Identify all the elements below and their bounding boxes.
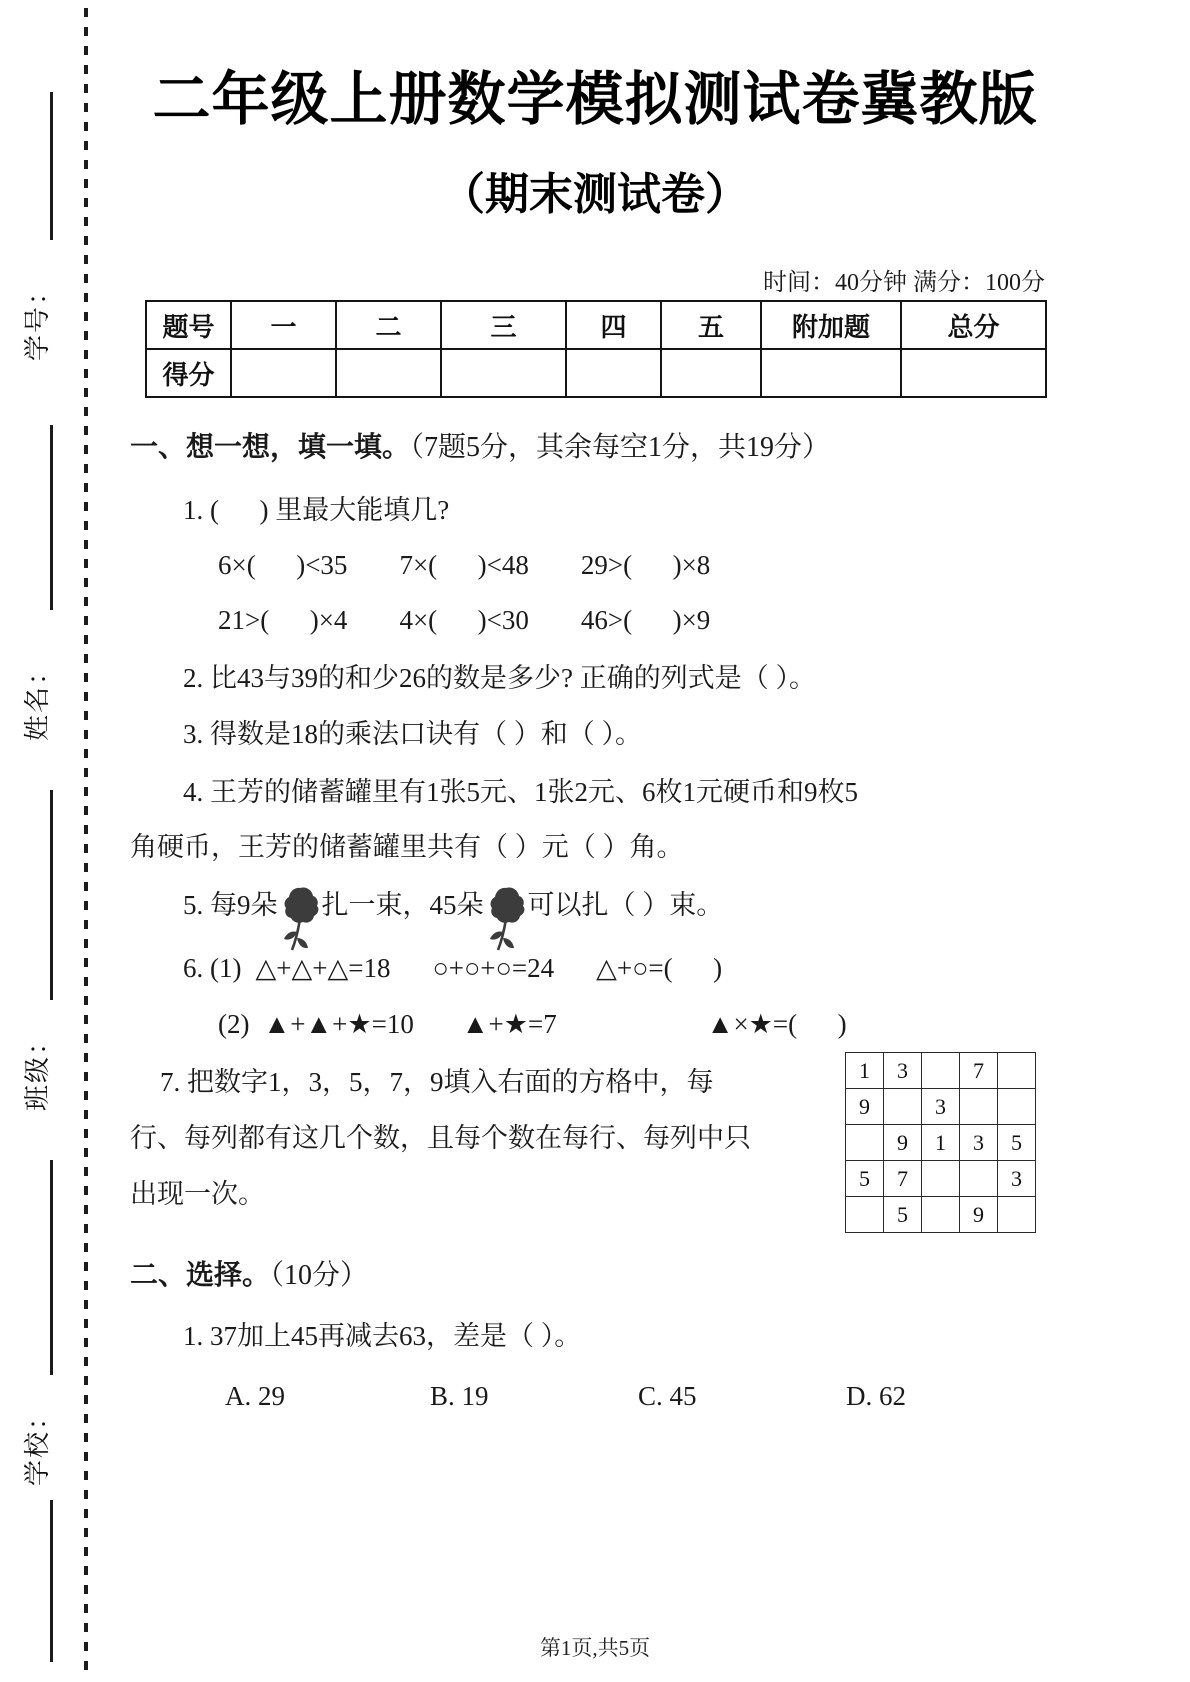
question-1-equations-row2 <box>218 604 710 638</box>
grid-cell <box>884 1089 922 1125</box>
question-3: 3. 得数是18的乘法口诀有（ ）和（ ）。 <box>183 719 642 749</box>
grid-cell <box>846 1125 884 1161</box>
grid-row <box>846 1089 1036 1125</box>
score-table-col-0: 题号 <box>146 301 231 349</box>
fill-in-blank-line <box>50 92 53 240</box>
score-empty-cell <box>566 349 661 397</box>
expression-item: △+○=( ) <box>596 953 723 983</box>
section2-question-1: 1. 37加上45再减去63，差是（ ）。 <box>183 1321 582 1351</box>
expression-item: 29>( )×8 <box>580 550 711 580</box>
rose-icon <box>280 886 320 952</box>
section1-heading-main: 一、想一想，填一填。 <box>130 432 411 463</box>
expression-item: 46>( )×9 <box>580 605 711 635</box>
score-table-col-5: 五 <box>661 301 761 349</box>
score-table-col-6: 附加题 <box>761 301 901 349</box>
grid-cell <box>960 1089 998 1125</box>
binding-sidebar <box>0 0 110 1682</box>
question-5-text1: 5. 每9朵 <box>183 890 278 920</box>
section2-heading-main: 二、选择。 <box>130 1260 271 1291</box>
grid-cell <box>998 1053 1036 1089</box>
grid-row <box>846 1161 1036 1197</box>
grid-row <box>846 1197 1036 1233</box>
grid-cell: 1 <box>922 1125 960 1161</box>
question-6-part1-label: 6. (1) <box>183 953 242 983</box>
sidebar-label-0: 学号： <box>23 277 52 362</box>
grid-cell: 5 <box>998 1125 1036 1161</box>
section2-heading-note: （10分） <box>270 1260 369 1291</box>
exam-meta: 时间：40分钟 满分：100分 <box>763 270 1045 296</box>
grid-cell <box>960 1161 998 1197</box>
expression-item: C. 45 <box>638 1381 697 1411</box>
expression-item: ▲+▲+★=10 <box>263 1009 414 1039</box>
sidebar-label-3: 学校： <box>23 1402 52 1487</box>
score-table <box>145 300 1047 398</box>
score-table-col-3: 三 <box>441 301 566 349</box>
grid-cell: 1 <box>846 1053 884 1089</box>
rose-icon <box>486 886 526 952</box>
grid-cell: 5 <box>884 1197 922 1233</box>
expression-item: A. 29 <box>225 1381 285 1411</box>
grid-cell: 3 <box>922 1089 960 1125</box>
page-subtitle: （期末测试卷） <box>441 170 749 219</box>
score-table-col-4: 四 <box>566 301 661 349</box>
grid-cell: 3 <box>960 1125 998 1161</box>
grid-row <box>846 1053 1036 1089</box>
sidebar-label-1: 姓名： <box>23 657 52 742</box>
grid-cell: 9 <box>884 1125 922 1161</box>
expression-item: D. 62 <box>846 1381 906 1411</box>
perforation-dashed-line <box>84 8 88 1674</box>
grid-cell: 5 <box>846 1161 884 1197</box>
score-table-col-7: 总分 <box>901 301 1046 349</box>
expression-item: ▲×★=( ) <box>706 1009 847 1039</box>
score-table-col-2: 二 <box>336 301 441 349</box>
question-6-part2-equations <box>263 1008 846 1042</box>
question-7-line3: 出现一次。 <box>130 1179 265 1209</box>
expression-item: 6×( )<35 <box>218 550 348 580</box>
fill-in-blank-line <box>50 790 53 1000</box>
expression-item: 21>( )×4 <box>218 605 348 635</box>
question-6-part1 <box>183 952 722 986</box>
question-7-line2: 行、每列都有这几个数，且每个数在每行、每列中只 <box>130 1123 751 1153</box>
grid-cell <box>998 1089 1036 1125</box>
grid-cell <box>922 1053 960 1089</box>
score-row-label: 得分 <box>146 349 231 397</box>
expression-item: ○+○+○=24 <box>432 953 555 983</box>
grid-cell: 3 <box>884 1053 922 1089</box>
sidebar-label-2: 班级： <box>23 1027 52 1112</box>
question-4-line2: 角硬币，王芳的储蓄罐里共有（ ）元（ ）角。 <box>130 832 684 862</box>
question-5-text3: 可以扎（ ）束。 <box>527 890 724 920</box>
expression-item: △+△+△=18 <box>255 953 391 983</box>
fill-in-blank-line <box>50 425 53 610</box>
grid-cell <box>998 1197 1036 1233</box>
grid-cell: 3 <box>998 1161 1036 1197</box>
grid-cell: 9 <box>846 1089 884 1125</box>
expression-item: ▲+★=7 <box>461 1009 557 1039</box>
question-1-text: 1. ( ) 里最大能填几? <box>183 495 450 525</box>
score-table-col-1: 一 <box>231 301 336 349</box>
question-7-line1: 7. 把数字1，3，5，7，9填入右面的方格中，每 <box>160 1067 714 1097</box>
score-empty-cell <box>901 349 1046 397</box>
page-footer: 第1页,共5页 <box>539 1636 651 1660</box>
section2-heading <box>130 1258 368 1293</box>
question-6-part2-label: (2) <box>218 1009 250 1039</box>
expression-item: 7×( )<48 <box>399 550 529 580</box>
score-empty-cell <box>231 349 336 397</box>
section1-heading-note: （7题5分，其余每空1分，共19分） <box>410 432 831 463</box>
expression-item: B. 19 <box>430 1381 489 1411</box>
question-6-part1-equations <box>255 952 722 986</box>
question-6-part2 <box>218 1008 847 1042</box>
section1-heading <box>130 430 830 465</box>
question-5-text2: 扎一束，45朵 <box>321 890 484 920</box>
score-table-header-row <box>146 301 1046 349</box>
score-table-score-row <box>146 349 1046 397</box>
grid-cell <box>922 1197 960 1233</box>
question-5 <box>183 886 723 952</box>
grid-cell <box>846 1197 884 1233</box>
question-2: 2. 比43与39的和少26的数是多少? 正确的列式是（ ）。 <box>183 663 816 693</box>
score-empty-cell <box>761 349 901 397</box>
grid-cell: 7 <box>884 1161 922 1197</box>
grid-cell <box>922 1161 960 1197</box>
question-1 <box>183 494 449 528</box>
score-empty-cell <box>441 349 566 397</box>
grid-row <box>846 1125 1036 1161</box>
grid-cell: 9 <box>960 1197 998 1233</box>
page-title: 二年级上册数学模拟测试卷冀教版 <box>152 67 1038 132</box>
expression-item: 4×( )<30 <box>399 605 529 635</box>
question-4-line1: 4. 王芳的储蓄罐里有1张5元、1张2元、6枚1元硬币和9枚5 <box>183 777 858 807</box>
number-puzzle-grid <box>845 1052 1036 1233</box>
grid-cell: 7 <box>960 1053 998 1089</box>
fill-in-blank-line <box>50 1160 53 1375</box>
score-empty-cell <box>661 349 761 397</box>
question-1-equations-row1 <box>218 549 710 583</box>
score-empty-cell <box>336 349 441 397</box>
section2-question-1-options <box>130 1381 1060 1421</box>
